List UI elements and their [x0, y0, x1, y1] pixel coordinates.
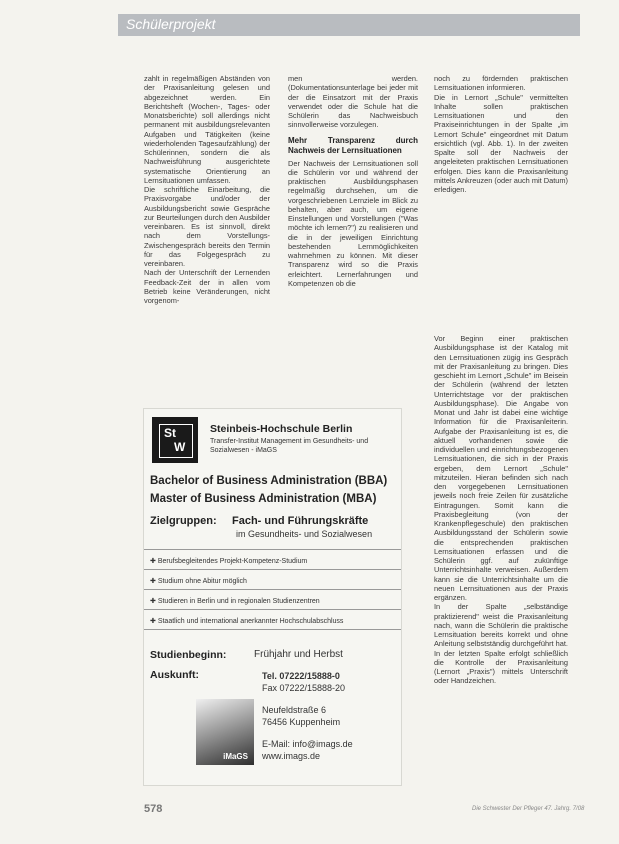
- paragraph: noch zu fördernden praktischen Lernsituationen informieren.: [434, 74, 568, 93]
- page-number: 578: [144, 803, 163, 815]
- paragraph: Vor Beginn einer praktischen Ausbildungsphase ist der Katalog mit den Lernsituationen zügig ins Gespräch mit der Praxisanleitung zu bringen. Dies geschieht im Lernort „Schule" im Beisein der Schülerin (während der letzten Unterrichtstage vor der praktischen Ausbildungsphase). Die Angabe von Monat und Jahr ist dabei eine wichtige Information für die Praxisanleiterin. Aufgabe der Praxisanleitung ist es, die aktuell vorhandenen sowie die individuellen und einrichtungsbezogenen Lernsituationen, die sich in der Praxis ergeben, dem Lernort „Schule" mitzuteilen. Hieran befinden sich nach den vorgegebenen Lernsituationen jeweils noch freie Zeilen für zusätzliche Eintragungen. Somit kann die Praxisbegleitung (von der Krankenpflegeschule) den praktischen Ausbildungsstand der Schülerin sowie die entsprechenden praktischen Lernsituationen erfassen und die Schülerin ggf. auf zukünftige Unterrichtsinhalte verweisen. Außerdem kann sie die Unterrichtsinhalte um die neuen Lernsituationen aus der Praxis ergänzen.: [434, 334, 568, 602]
- degree-mba: Master of Business Administration (MBA): [150, 493, 377, 505]
- email-address[interactable]: E-Mail: info@imags.de: [262, 739, 353, 749]
- text-column-1: [144, 74, 270, 305]
- street-address: Neufeldstraße 6: [262, 705, 327, 715]
- steinbeis-logo: [152, 417, 198, 463]
- section-header-bar: [118, 14, 580, 36]
- studienbeginn-label: Studienbeginn:: [150, 649, 227, 661]
- auskunft-label: Auskunft:: [150, 669, 199, 681]
- zielgruppen-text: Fach- und Führungskräfte: [232, 515, 369, 527]
- divider: [144, 549, 401, 550]
- divider: [144, 569, 401, 570]
- zielgruppen-subtext: im Gesundheits- und Sozialwesen: [236, 529, 373, 539]
- subheading: Mehr Transparenz durch Nachweis der Lernsituationen: [288, 135, 418, 155]
- bullet-item: ✚ Staatlich und international anerkannter Hochschulabschluss: [150, 618, 344, 625]
- studienbeginn-text: Frühjahr und Herbst: [254, 649, 343, 660]
- paragraph: Nach der Unterschrift der Lernenden Feedback-Zeit der in allen vom Betrieb keine Veränderungen, nicht vorgenom-: [144, 268, 270, 305]
- website-link[interactable]: www.imags.de: [262, 751, 321, 761]
- bullet-item: ✚ Studium ohne Abitur möglich: [150, 578, 247, 585]
- org-name: Steinbeis-Hochschule Berlin: [210, 423, 353, 435]
- paragraph: Die in Lernort „Schule" vermittelten Inhalte sollen praktischen Lernsituationen und den Praxiseinrichtungen in der Spalte „im Lernort Schule" eingeordnet mit Datum ersichtlich (vgl. Abb. 1). In der zweiten Spalte soll der Nachweis der angeleiteten praktischen Lernsituationen erfolgen. Dies kann die Praxisanleitung mittels Ankreuzen (oder auch mit Datum) erledigen.: [434, 92, 568, 194]
- city-address: 76456 Kuppenheim: [262, 717, 341, 727]
- paragraph: In der Spalte „selbständige praktizierend" weist die Praxisanleitung nach, wann die Schülerin die praktische Lernsituation bereits korrekt und ohne Anleitung selbstständig durchgeführt hat. In der letzten Spalte erfolgt schließlich die Kontrolle der Praxisanleitung (Lernort „Praxis") mittels Unterschrift oder Handzeichen.: [434, 602, 568, 686]
- degree-bba: Bachelor of Business Administration (BBA): [150, 475, 388, 487]
- org-subtitle: Transfer-Institut Management im Gesundheits- und Sozialwesen - iMaGS: [210, 438, 369, 454]
- text-column-2: [288, 74, 418, 288]
- paragraph: men werden. (Dokumentationsunterlage bei jeder mit der die Einsatzort mit der Praxis verwendet oder die Schule hat die Schülerin das Nachweisbuch sinnvollerweise vorzulegen.: [288, 74, 418, 130]
- paragraph: Der Nachweis der Lernsituationen soll die Schülerin vor und während der praktischen Ausbildungsphasen regelmäßig durchsehen, um die vorgeschriebenen Lernziele im Blick zu behalten, aber auch, um eigene Einstellungen und Vorstellungen ("Was möchte ich lernen?") zu realisieren und die in der jeweiligen Einrichtung bestehenden Lernmöglichkeiten wahrnehmen zu können. Mit dieser Transparenz wird so die Praxis erleichtert. Lernerfahrungen und Kompetenzen ob die: [288, 158, 418, 288]
- logo-text-bottom: W: [174, 440, 186, 454]
- text-column-3: [434, 74, 568, 194]
- paragraph: zahlt in regelmäßigen Abständen von der Praxisanleitung gelesen und abgezeichnet werden. Ein Berichtsheft (Wochen-, Tages- oder Monatsberichte) soll allerdings nicht permanent mit ausbildungsrelevanten Aufgaben und Tätigkeiten (keine wiederholenden Tagesaufzählung) der Schülerinnen, sondern die als Nachweisführung ausgerichtete systematische Orientierung an Lernsituationen umfassen.: [144, 74, 270, 185]
- bullet-item: ✚ Berufsbegleitendes Projekt-Kompetenz-Studium: [150, 558, 308, 565]
- logo-text-top: St: [164, 426, 176, 440]
- fax-number: Fax 07222/15888-20: [262, 683, 346, 693]
- journal-footer: Die Schwester Der Pfleger 47. Jahrg. 7/08: [472, 806, 585, 812]
- section-title: Schülerprojekt: [126, 16, 216, 32]
- divider: [144, 629, 401, 630]
- paragraph: Die schriftliche Einarbeitung, die Praxisvorgabe und/oder der Ausbildungsbericht sowie Gespräche zur Beurteilungen durch den Ausbilder vereinbaren. Es ist sinnvoll, direkt nach dem Vorstellungs- Zwischengespräch bereits den Termin für das Folgegespräch zu vereinbaren.: [144, 185, 270, 268]
- divider: [144, 589, 401, 590]
- phone-number: Tel. 07222/15888-0: [262, 671, 340, 681]
- imags-logo: [196, 699, 254, 765]
- text-column-3-continued: [434, 334, 568, 686]
- bullet-item: ✚ Studieren in Berlin und in regionalen Studienzentren: [150, 598, 320, 605]
- divider: [144, 609, 401, 610]
- logo-frame: [159, 424, 193, 458]
- imags-brand-text: iMaGS: [223, 752, 248, 761]
- zielgruppen-label: Zielgruppen:: [150, 515, 217, 527]
- advertisement: [143, 408, 402, 786]
